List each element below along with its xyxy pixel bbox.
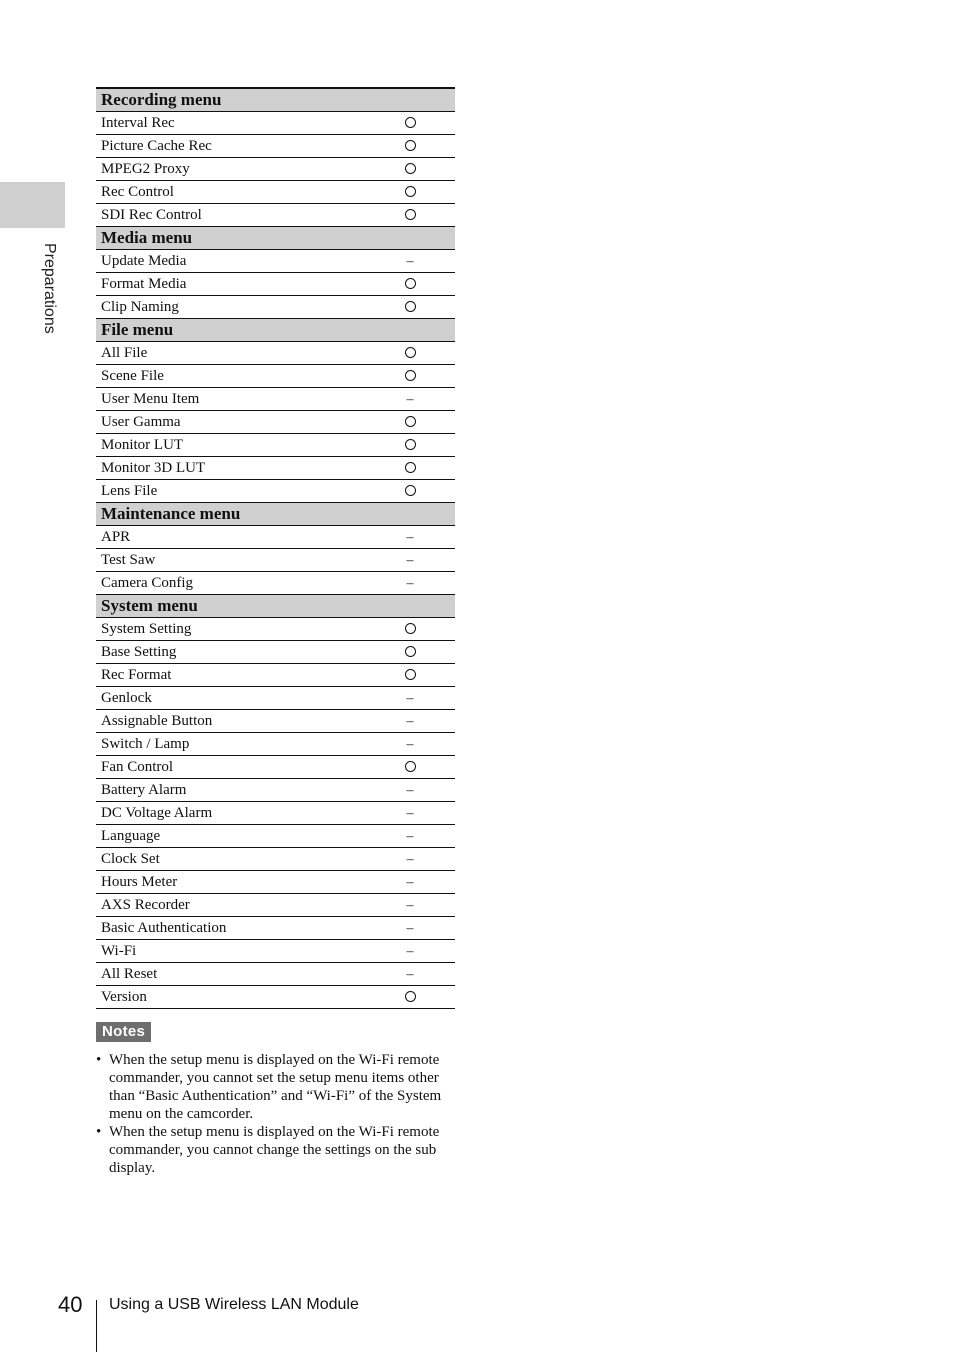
table-row bbox=[96, 825, 455, 848]
table-row bbox=[96, 917, 455, 940]
menu-item-availability bbox=[365, 756, 455, 779]
available-circle-icon bbox=[405, 991, 416, 1002]
menu-item-label: User Menu Item bbox=[96, 388, 365, 411]
section-title: System menu bbox=[96, 595, 455, 618]
menu-item-availability bbox=[365, 158, 455, 181]
menu-item-availability bbox=[365, 641, 455, 664]
table-row bbox=[96, 710, 455, 733]
table-row bbox=[96, 158, 455, 181]
menu-item-label: Scene File bbox=[96, 365, 365, 388]
unavailable-dash: – bbox=[406, 782, 414, 798]
unavailable-dash: – bbox=[406, 575, 414, 591]
table-row bbox=[96, 687, 455, 710]
available-circle-icon bbox=[405, 623, 416, 634]
unavailable-dash: – bbox=[406, 253, 414, 269]
menu-item-availability bbox=[365, 250, 455, 273]
unavailable-dash: – bbox=[406, 552, 414, 568]
list-item bbox=[96, 1123, 456, 1177]
menu-item-availability bbox=[365, 549, 455, 572]
section-title: File menu bbox=[96, 319, 455, 342]
menu-item-label: Rec Format bbox=[96, 664, 365, 687]
available-circle-icon bbox=[405, 669, 416, 680]
available-circle-icon bbox=[405, 462, 416, 473]
menu-item-label: Clock Set bbox=[96, 848, 365, 871]
menu-item-availability bbox=[365, 181, 455, 204]
section-title: Maintenance menu bbox=[96, 503, 455, 526]
page-number: 40 bbox=[58, 1292, 83, 1317]
unavailable-dash: – bbox=[406, 943, 414, 959]
menu-item-availability bbox=[365, 917, 455, 940]
menu-item-label: All Reset bbox=[96, 963, 365, 986]
menu-item-label: Wi-Fi bbox=[96, 940, 365, 963]
section-header-row bbox=[96, 319, 455, 342]
menu-item-label: Assignable Button bbox=[96, 710, 365, 733]
available-circle-icon bbox=[405, 439, 416, 450]
menu-item-label: User Gamma bbox=[96, 411, 365, 434]
menu-item-availability bbox=[365, 296, 455, 319]
menu-item-availability bbox=[365, 618, 455, 641]
menu-item-label: Switch / Lamp bbox=[96, 733, 365, 756]
available-circle-icon bbox=[405, 209, 416, 220]
footer-title: Using a USB Wireless LAN Module bbox=[109, 1296, 359, 1313]
table-row bbox=[96, 664, 455, 687]
unavailable-dash: – bbox=[406, 828, 414, 844]
table-row bbox=[96, 135, 455, 158]
menu-item-label: SDI Rec Control bbox=[96, 204, 365, 227]
menu-item-availability bbox=[365, 664, 455, 687]
menu-item-label: Camera Config bbox=[96, 572, 365, 595]
table-row bbox=[96, 641, 455, 664]
menu-item-label: Update Media bbox=[96, 250, 365, 273]
table-row bbox=[96, 733, 455, 756]
menu-item-availability bbox=[365, 871, 455, 894]
menu-item-availability bbox=[365, 963, 455, 986]
available-circle-icon bbox=[405, 416, 416, 427]
menu-item-availability bbox=[365, 733, 455, 756]
menu-item-availability bbox=[365, 204, 455, 227]
menu-item-label: Basic Authentication bbox=[96, 917, 365, 940]
menu-item-availability bbox=[365, 342, 455, 365]
unavailable-dash: – bbox=[406, 713, 414, 729]
section-title: Media menu bbox=[96, 227, 455, 250]
available-circle-icon bbox=[405, 163, 416, 174]
available-circle-icon bbox=[405, 370, 416, 381]
list-item bbox=[96, 1051, 456, 1123]
menu-item-label: Genlock bbox=[96, 687, 365, 710]
notes-badge: Notes bbox=[96, 1022, 151, 1042]
unavailable-dash: – bbox=[406, 736, 414, 752]
table-row bbox=[96, 986, 455, 1009]
table-row bbox=[96, 480, 455, 503]
table-row bbox=[96, 457, 455, 480]
unavailable-dash: – bbox=[406, 529, 414, 545]
table-row bbox=[96, 250, 455, 273]
menu-item-availability bbox=[365, 848, 455, 871]
table-row bbox=[96, 802, 455, 825]
available-circle-icon bbox=[405, 761, 416, 772]
available-circle-icon bbox=[405, 278, 416, 289]
menu-item-availability bbox=[365, 572, 455, 595]
menu-item-label: Monitor 3D LUT bbox=[96, 457, 365, 480]
menu-item-label: System Setting bbox=[96, 618, 365, 641]
menu-item-label: Hours Meter bbox=[96, 871, 365, 894]
unavailable-dash: – bbox=[406, 897, 414, 913]
menu-item-label: Clip Naming bbox=[96, 296, 365, 319]
menu-item-label: All File bbox=[96, 342, 365, 365]
section-tab bbox=[0, 182, 65, 228]
menu-item-label: Fan Control bbox=[96, 756, 365, 779]
table-row bbox=[96, 549, 455, 572]
note-text: When the setup menu is displayed on the Wi-Fi remote commander, you cannot set the setup menu items other than “Basic Authentication” and “Wi-Fi” of the System menu on the camcorder. bbox=[109, 1052, 442, 1122]
menu-item-label: Test Saw bbox=[96, 549, 365, 572]
table-row bbox=[96, 871, 455, 894]
table-row bbox=[96, 112, 455, 135]
menu-item-availability bbox=[365, 825, 455, 848]
available-circle-icon bbox=[405, 301, 416, 312]
unavailable-dash: – bbox=[406, 874, 414, 890]
table-row bbox=[96, 572, 455, 595]
available-circle-icon bbox=[405, 347, 416, 358]
unavailable-dash: – bbox=[406, 851, 414, 867]
menu-item-availability bbox=[365, 457, 455, 480]
notes-list bbox=[96, 1051, 456, 1177]
setup-menu-table bbox=[96, 87, 455, 1009]
table-row bbox=[96, 411, 455, 434]
menu-item-availability bbox=[365, 434, 455, 457]
menu-item-label: Language bbox=[96, 825, 365, 848]
menu-item-label: MPEG2 Proxy bbox=[96, 158, 365, 181]
available-circle-icon bbox=[405, 485, 416, 496]
unavailable-dash: – bbox=[406, 920, 414, 936]
menu-item-availability bbox=[365, 986, 455, 1009]
menu-item-label: Battery Alarm bbox=[96, 779, 365, 802]
bullet-icon: • bbox=[96, 1052, 102, 1068]
section-header-row bbox=[96, 595, 455, 618]
menu-item-availability bbox=[365, 388, 455, 411]
menu-item-availability bbox=[365, 802, 455, 825]
menu-item-availability bbox=[365, 894, 455, 917]
bullet-icon: • bbox=[96, 1124, 102, 1140]
note-text: When the setup menu is displayed on the Wi-Fi remote commander, you cannot change the settings on the sub display. bbox=[109, 1124, 440, 1176]
table-row bbox=[96, 894, 455, 917]
section-title: Recording menu bbox=[96, 88, 455, 112]
menu-item-availability bbox=[365, 480, 455, 503]
menu-item-availability bbox=[365, 940, 455, 963]
table-row bbox=[96, 181, 455, 204]
table-row bbox=[96, 365, 455, 388]
table-row bbox=[96, 848, 455, 871]
menu-item-label: Version bbox=[96, 986, 365, 1009]
menu-item-availability bbox=[365, 710, 455, 733]
menu-item-label: Format Media bbox=[96, 273, 365, 296]
table-row bbox=[96, 779, 455, 802]
menu-item-availability bbox=[365, 526, 455, 549]
table-row bbox=[96, 342, 455, 365]
menu-item-availability bbox=[365, 112, 455, 135]
unavailable-dash: – bbox=[406, 391, 414, 407]
menu-item-label: Base Setting bbox=[96, 641, 365, 664]
available-circle-icon bbox=[405, 186, 416, 197]
table-row bbox=[96, 434, 455, 457]
unavailable-dash: – bbox=[406, 690, 414, 706]
available-circle-icon bbox=[405, 140, 416, 151]
footer-divider bbox=[96, 1300, 97, 1352]
menu-item-availability bbox=[365, 779, 455, 802]
table-row bbox=[96, 296, 455, 319]
table-row bbox=[96, 756, 455, 779]
table-row bbox=[96, 526, 455, 549]
menu-item-label: AXS Recorder bbox=[96, 894, 365, 917]
menu-table-body bbox=[96, 88, 455, 1009]
menu-item-availability bbox=[365, 687, 455, 710]
unavailable-dash: – bbox=[406, 966, 414, 982]
table-row bbox=[96, 388, 455, 411]
section-header-row bbox=[96, 503, 455, 526]
available-circle-icon bbox=[405, 646, 416, 657]
section-header-row bbox=[96, 88, 455, 112]
menu-item-label: Monitor LUT bbox=[96, 434, 365, 457]
menu-item-availability bbox=[365, 135, 455, 158]
menu-item-availability bbox=[365, 365, 455, 388]
menu-item-availability bbox=[365, 411, 455, 434]
table-row bbox=[96, 618, 455, 641]
menu-item-label: APR bbox=[96, 526, 365, 549]
available-circle-icon bbox=[405, 117, 416, 128]
unavailable-dash: – bbox=[406, 805, 414, 821]
menu-item-label: Interval Rec bbox=[96, 112, 365, 135]
section-header-row bbox=[96, 227, 455, 250]
menu-item-label: Picture Cache Rec bbox=[96, 135, 365, 158]
menu-item-label: Rec Control bbox=[96, 181, 365, 204]
menu-item-label: Lens File bbox=[96, 480, 365, 503]
table-row bbox=[96, 204, 455, 227]
table-row bbox=[96, 940, 455, 963]
menu-item-label: DC Voltage Alarm bbox=[96, 802, 365, 825]
table-row bbox=[96, 963, 455, 986]
menu-item-availability bbox=[365, 273, 455, 296]
section-label: Preparations bbox=[41, 243, 58, 334]
table-row bbox=[96, 273, 455, 296]
